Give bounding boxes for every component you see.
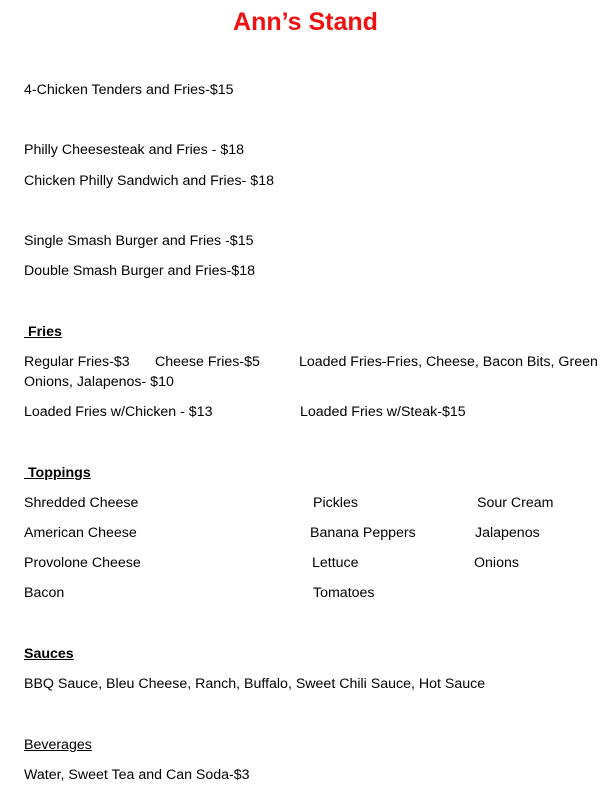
topping-col2-item: Pickles xyxy=(313,495,358,511)
page-title: Ann’s Stand xyxy=(233,8,378,36)
fries-cheese: Cheese Fries-$5 xyxy=(155,354,260,370)
menu-item-chicken-philly: Chicken Philly Sandwich and Fries- $18 xyxy=(24,173,274,189)
fries-heading: Fries xyxy=(24,324,62,340)
topping-col3-item: Onions xyxy=(474,555,519,571)
fries-regular: Regular Fries-$3 xyxy=(24,354,130,370)
topping-col2-item: Tomatoes xyxy=(313,585,375,601)
topping-col1-item: Shredded Cheese xyxy=(24,495,139,511)
topping-col1-item: Provolone Cheese xyxy=(24,555,141,571)
topping-col1-item: Bacon xyxy=(24,585,65,601)
topping-col1-item: American Cheese xyxy=(24,525,137,541)
sauces-list: BBQ Sauce, Bleu Cheese, Ranch, Buffalo, Sweet Chili Sauce, Hot Sauce xyxy=(24,676,486,692)
toppings-heading: Toppings xyxy=(24,465,91,481)
beverages-list: Water, Sweet Tea and Can Soda-$3 xyxy=(24,767,250,783)
topping-col2-item: Banana Peppers xyxy=(310,525,416,541)
fries-loaded-chicken: Loaded Fries w/Chicken - $13 xyxy=(24,404,213,420)
menu-item-single-smash-burger: Single Smash Burger and Fries -$15 xyxy=(24,233,254,249)
fries-loaded-steak: Loaded Fries w/Steak-$15 xyxy=(300,404,466,420)
topping-col3-item: Sour Cream xyxy=(477,495,554,511)
fries-loaded-line1: Loaded Fries-Fries, Cheese, Bacon Bits, Green xyxy=(299,354,598,370)
topping-col2-item: Lettuce xyxy=(312,555,359,571)
beverages-heading: Beverages xyxy=(24,737,92,753)
fries-loaded-line2: Onions, Jalapenos- $10 xyxy=(24,374,174,390)
menu-item-philly-cheesesteak: Philly Cheesesteak and Fries - $18 xyxy=(24,142,245,158)
topping-col3-item: Jalapenos xyxy=(475,525,540,541)
menu-item-double-smash-burger: Double Smash Burger and Fries-$18 xyxy=(24,263,256,279)
sauces-heading: Sauces xyxy=(24,646,74,662)
menu-item-chicken-tenders: 4-Chicken Tenders and Fries-$15 xyxy=(24,82,234,98)
